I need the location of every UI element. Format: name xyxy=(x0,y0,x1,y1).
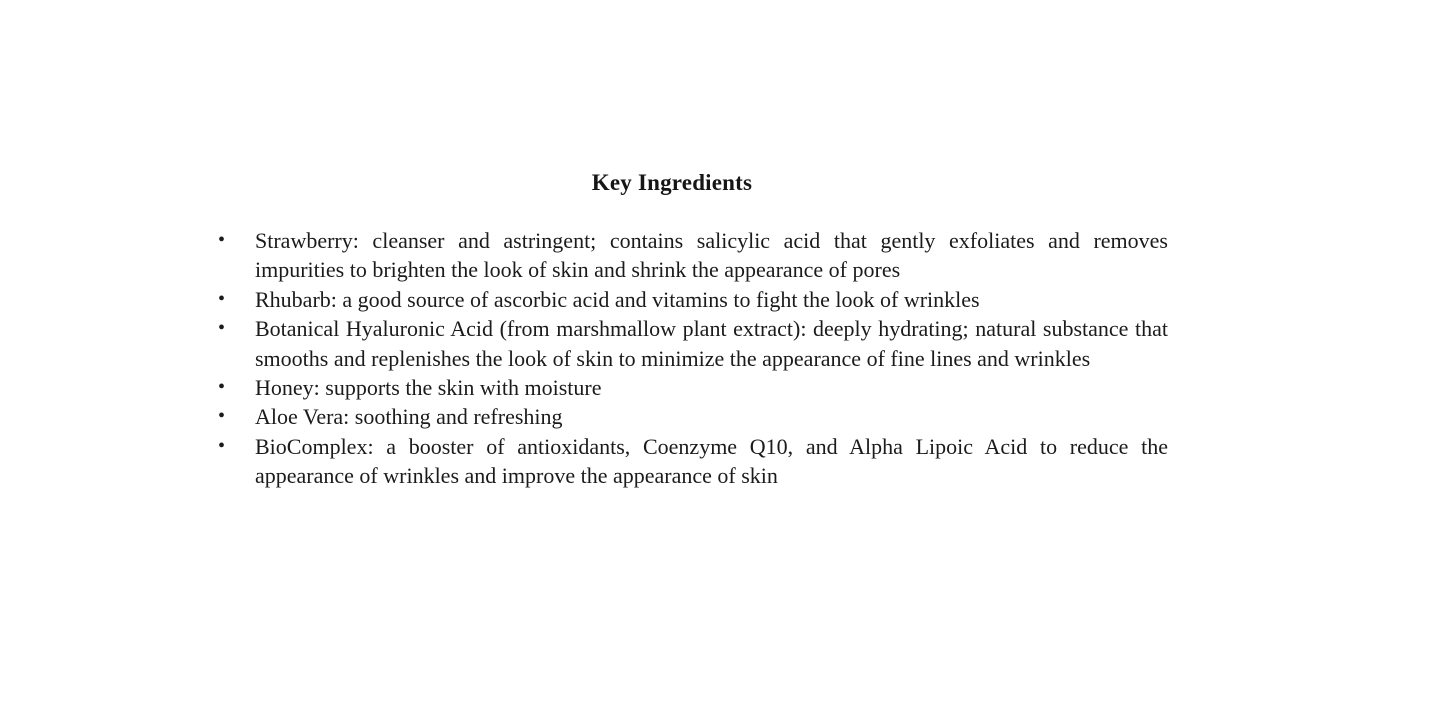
list-item-text: Aloe Vera: soothing and refreshing xyxy=(255,404,563,430)
bullet-icon: • xyxy=(218,287,226,310)
list-item-text: Botanical Hyaluronic Acid (from marshmallow plant extract): deeply hydrating; natural substance that smooths and replenishes the look of skin to minimize the appearance of fine lines and wrinkles xyxy=(255,316,1168,371)
bullet-icon: • xyxy=(218,376,226,399)
ingredient-list xyxy=(176,226,1168,491)
bullet-icon: • xyxy=(218,434,226,457)
list-item-text: BioComplex: a booster of antioxidants, Coenzyme Q10, and Alpha Lipoic Acid to reduce the appearance of wrinkles and improve the appearance of skin xyxy=(255,433,1168,489)
list-item xyxy=(218,285,1168,314)
list-item-text: Strawberry: cleanser and astringent; contains salicylic acid that gently exfoliates and removes impurities to brighten the look of skin and shrink the appearance of pores xyxy=(255,228,1168,283)
list-item xyxy=(218,226,1168,285)
bullet-icon: • xyxy=(218,229,226,251)
list-item xyxy=(218,402,1168,431)
bullet-icon: • xyxy=(218,405,226,428)
bullet-icon: • xyxy=(218,317,226,340)
document-content xyxy=(176,170,1168,491)
list-item xyxy=(218,432,1168,491)
list-item-text: Honey: supports the skin with moisture xyxy=(255,375,602,401)
list-item-text: Rhubarb: a good source of ascorbic acid and vitamins to fight the look of wrinkles xyxy=(255,286,980,312)
list-item xyxy=(218,314,1168,373)
list-item xyxy=(218,373,1168,402)
page-title: Key Ingredients xyxy=(591,170,753,195)
